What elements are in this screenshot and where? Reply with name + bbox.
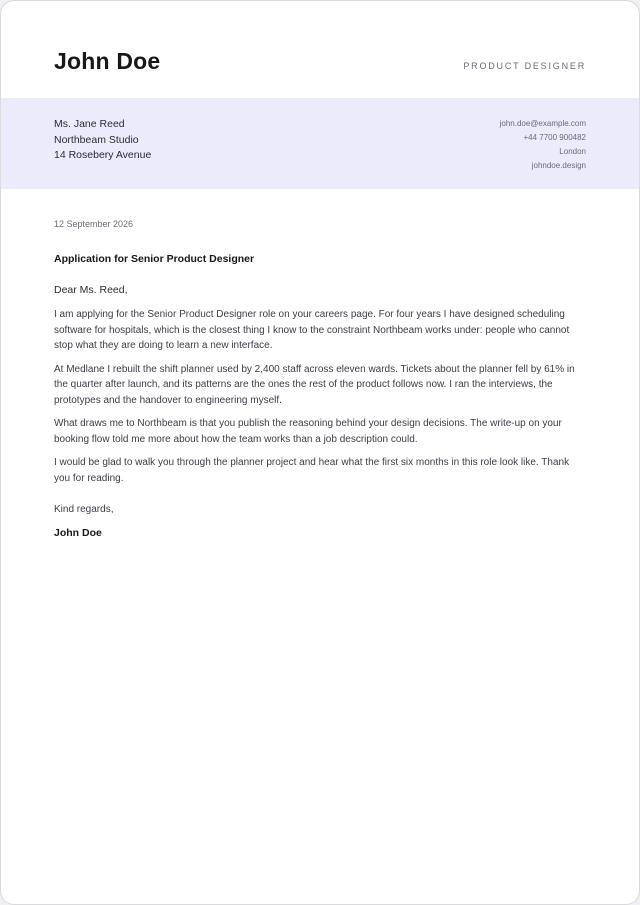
letter-paragraph: I am applying for the Senior Product Designer role on your careers page. For four years I have designed scheduling software for hospitals, which is the closest thing I know to the constraint Northbeam works under: people who cannot stop what they are doing to learn a new interface. [54, 309, 570, 351]
recipient-company: Northbeam Studio [54, 133, 139, 146]
recipient-block [54, 117, 151, 164]
contact-city: London [559, 147, 586, 156]
letter-subject: Application for Senior Product Designer [54, 253, 255, 265]
recipient-name: Ms. Jane Reed [54, 118, 125, 130]
letter-date: 12 September 2026 [54, 219, 134, 229]
letter-paragraph: What draws me to Northbeam is that you publish the reasoning behind your design decisions. The write-up on your booking flow told me more about how the team works than a job description could. [54, 418, 562, 445]
contact-block [500, 117, 586, 173]
sender-name: John Doe [54, 48, 161, 74]
contact-website: johndoe.design [531, 161, 586, 170]
letter-closing: Kind regards, [54, 504, 114, 515]
letter-signature: John Doe [54, 527, 102, 539]
sender-role: PRODUCT DESIGNER [463, 61, 586, 71]
contact-phone: +44 7700 900482 [523, 133, 586, 142]
letter-salutation: Dear Ms. Reed, [54, 284, 128, 296]
letter-paragraph: I would be glad to walk you through the planner project and hear what the first six months in this role look like. Thank you for reading. [54, 457, 570, 484]
letter-paragraph: At Medlane I rebuilt the shift planner used by 2,400 staff across eleven wards. Tickets about the planner fell by 61% in the quarter after launch, and its patterns are the ones the rest of the product follows now. I ran the interviews, the prototypes and the handover to engineering myself. [54, 363, 575, 406]
recipient-address: 14 Rosebery Avenue [54, 149, 152, 161]
letter-body [54, 218, 586, 540]
contact-email: john.doe@example.com [499, 119, 586, 128]
letter-header [1, 1, 639, 98]
address-band [1, 98, 639, 189]
